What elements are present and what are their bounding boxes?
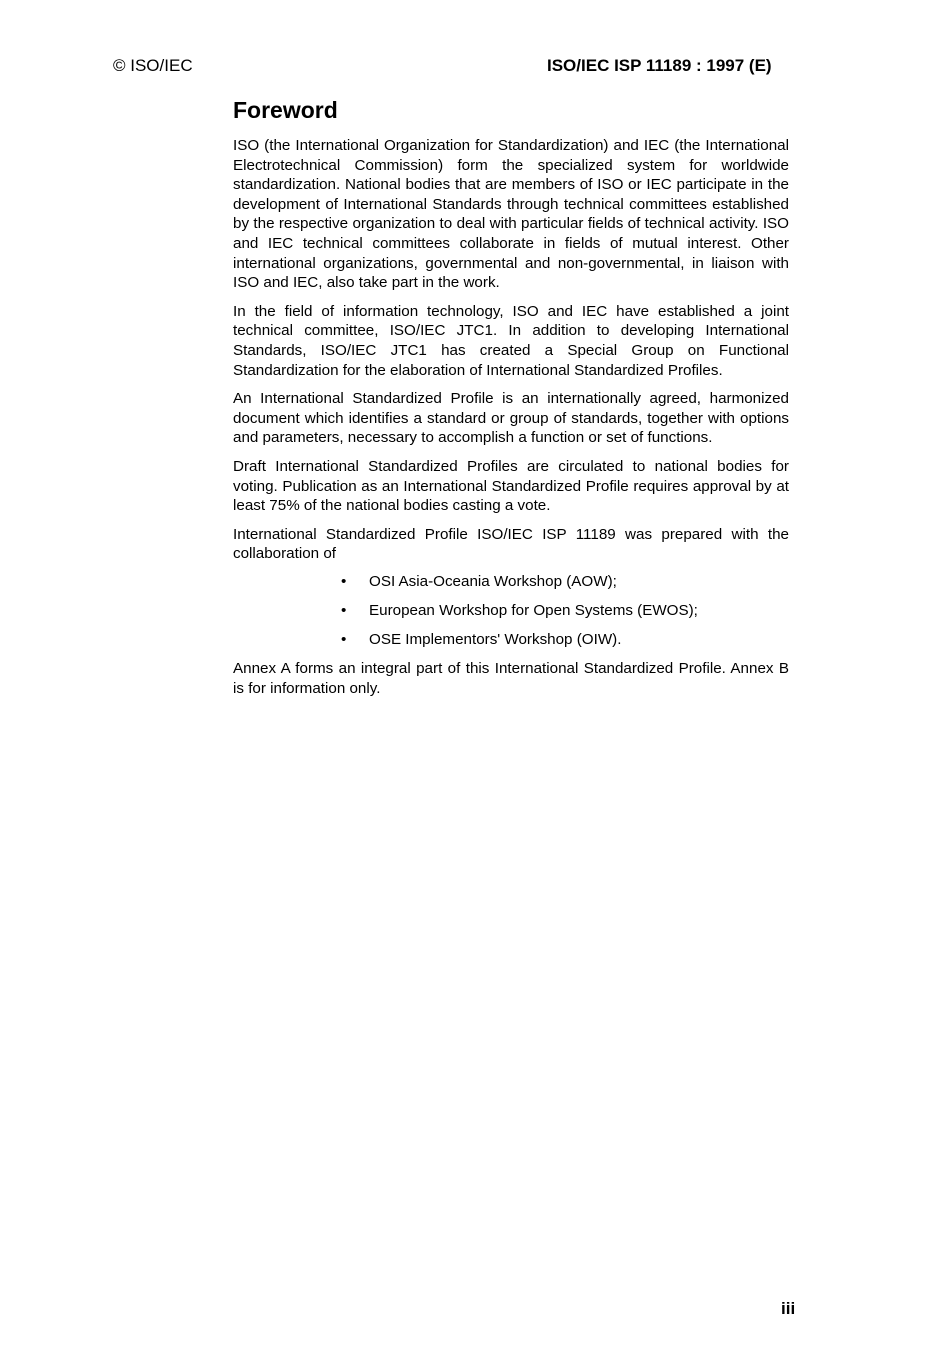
header-copyright: © ISO/IEC <box>113 56 193 75</box>
list-item <box>233 572 789 592</box>
paragraph-iso-iec-intro: ISO (the International Organization for Standardization) and IEC (the International Electrotechnical Commission) form the specialized system for worldwide standardization. National bodies that are members of ISO or IEC participate in the development of International Standards through technical committees established by the respective organization to deal with particular fields of technical activity. ISO and IEC technical committees collaborate in fields of mutual interest. Other international organizations, governmental and non-governmental, in liaison with ISO and IEC, also take part in the work. <box>233 137 789 292</box>
paragraph-annexes: Annex A forms an integral part of this International Standardized Profile. Annex B is for information only. <box>233 660 789 697</box>
paragraph-collaboration: International Standardized Profile ISO/IEC ISP 11189 was prepared with the collaboration of <box>233 525 789 563</box>
list-item <box>233 601 789 621</box>
page-number: iii <box>781 1299 796 1318</box>
paragraph-jtc1: In the field of information technology, ISO and IEC have established a joint technical committee, ISO/IEC JTC1. In addition to developing International Standards, ISO/IEC JTC1 has created a Special Group on Functional Standardization for the elaboration of International Standardized Profiles. <box>233 302 789 379</box>
list-item <box>233 630 789 650</box>
main-content <box>233 96 789 707</box>
page-title: Foreword <box>233 97 338 123</box>
bullet-icon: • <box>341 601 347 619</box>
list-item-text: OSI Asia-Oceania Workshop (AOW); <box>369 572 617 590</box>
list-item-text: OSE Implementors' Workshop (OIW). <box>369 631 622 649</box>
bullet-icon: • <box>341 631 347 649</box>
header-document-id: ISO/IEC ISP 11189 : 1997 (E) <box>547 56 772 75</box>
paragraph-isp-definition: An International Standardized Profile is an internationally agreed, harmonized document which identifies a standard or group of standards, together with options and parameters, necessary to accomplish a function or set of functions. <box>233 390 789 447</box>
paragraph-voting: Draft International Standardized Profiles are circulated to national bodies for voting. Publication as an International Standardized Profile requires approval by at least 75% of the national bodies casting a vote. <box>233 457 789 515</box>
collaborators-list <box>233 572 789 650</box>
list-item-text: European Workshop for Open Systems (EWOS); <box>369 601 698 619</box>
bullet-icon: • <box>341 572 347 590</box>
